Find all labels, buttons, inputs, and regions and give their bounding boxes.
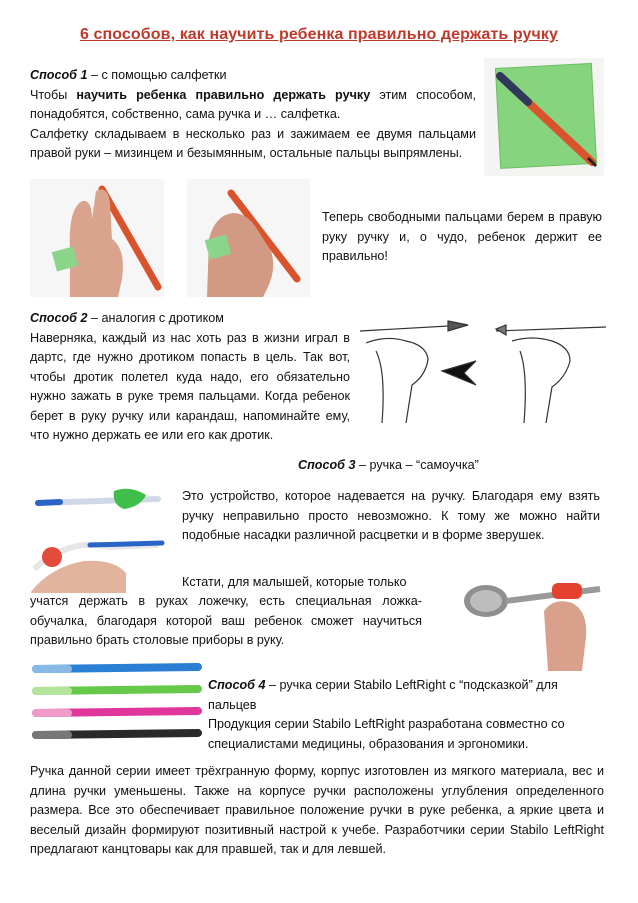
method4-heading: Способ 4: [208, 678, 266, 692]
method1-p1-bold: научить ребенка правильно держать ручку: [76, 87, 371, 102]
method3-heading-line: [298, 456, 598, 476]
method2-p1: Наверняка, каждый из нас хоть раз в жизни играл в дартс, где нужно дротиком попасть в цель. Так вот, чтобы дротик полетел куда надо, его обязательно нужно зажать в руке тремя пальцами. Когда ребенок берет в руку ручку или карандаш, напоминайте ему, что нужно держать ее или его как дротик.: [30, 330, 350, 442]
method1-heading-rest: – с помощью салфетки: [87, 68, 227, 82]
napkin-pen-photo: [484, 58, 604, 176]
method4-p2: Ручка данной серии имеет трёхгранную форму, корпус изготовлен из мягкого материала, вес и длина ручки уменьшены. Также на корпусе ручки расположены углубления определенного размера. Все это обеспечивает правильное положение ручки в руке ребенка, а яркие цвета и веселый дизайн формируют позитивный настрой к учебе. Разработчики серии Stabilo LeftRight предлагают канцтовары как для правшей, так и для левшей.: [30, 764, 604, 856]
method1-text: [30, 66, 476, 164]
method1-heading: Способ 1: [30, 68, 88, 82]
method3-p2b: учатся держать в руках ложечку, есть специальная ложка-обучалка, благодаря которой ваш ребенок сможет научиться правильно брать столовые приборы в руку.: [30, 594, 422, 647]
method2-heading: Способ 2: [30, 311, 88, 325]
hand-napkin-photo-2: [187, 179, 310, 297]
hand-napkin-photo-1: [30, 179, 164, 297]
training-spoon-photo: [460, 567, 606, 671]
grip-pen-photo: [30, 477, 168, 593]
method1-p1c: этим способом, понадобятся, собственно, сама ручка и … салфетка.: [30, 87, 477, 121]
dart-grip-illustration: [356, 311, 608, 427]
method1-p2: Салфетку складываем в несколько раз и зажимаем ее двумя пальцами правой руки – мизинцем и безымянным, остальные пальцы выпрямлены.: [30, 126, 476, 160]
method4-text: [208, 676, 606, 754]
method3-heading: Способ 3: [298, 458, 356, 472]
method2-text: [30, 309, 350, 446]
method3-p1: Это устройство, которое надевается на ручку. Благодаря ему взять ручку неправильно просто невозможно. К тому же можно найти подобные насадки различной расцветки и в форме зверушек.: [182, 489, 600, 542]
method3-p2a: Кстати, для малышей, которые только: [182, 575, 407, 589]
method4-p1: Продукция серии Stabilo LeftRight разработана совместно со специалистами медицины, образования и эргономики.: [208, 717, 565, 751]
stabilo-pens-photo: [30, 659, 202, 743]
method1-p3: Теперь свободными пальцами берем в правую руку ручку и, о чудо, ребенок держит ее правильно!: [322, 210, 602, 263]
page-title: 6 способов, как научить ребенка правильно держать ручку: [79, 26, 559, 43]
method2-heading-rest: – аналогия с дротиком: [87, 311, 224, 325]
method1-p1a: Чтобы: [30, 87, 77, 102]
method4-heading-rest: – ручка серии Stabilo LeftRight с “подсказкой” для пальцев: [208, 678, 558, 712]
method3-heading-rest: – ручка – “самоучка”: [355, 458, 479, 472]
